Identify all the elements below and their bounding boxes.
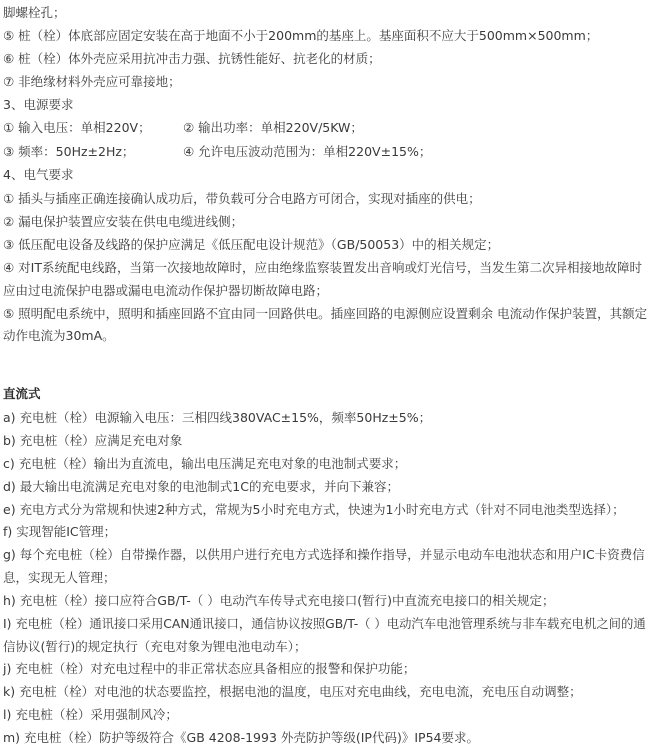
text-line: 脚螺栓孔； xyxy=(3,4,66,20)
dc-item-d: d) 最大输出电流满足充电对象的电池制式1C的充电要求，并向下兼容； xyxy=(3,478,399,494)
dc-item-e: e) 充电方式分为常规和快速2种方式，常规为5小时充电方式，快速为1小时充电方式（针对不同电池类型选择）； xyxy=(3,501,625,517)
dc-item-c: c) 充电桩（栓）输出为直流电，输出电压满足充电对象的电池制式要求； xyxy=(3,455,407,471)
power-row-1 xyxy=(3,119,363,137)
dc-item-i-line1: I) 充电桩（栓）通讯接口采用CAN通讯接口，通信协议按照GB/T-（ ）电动汽车电池管理系统与非车载充电机之间的通 xyxy=(3,616,646,631)
elec-item-1: ① 插头与插座正确连接确认成功后，带负载可分合电路方可闭合，实现对插座的供电； xyxy=(3,191,481,207)
power-item-2: ② 输出功率：单相220V/5KW； xyxy=(183,119,363,135)
power-item-1: ① 输入电压：单相220V； xyxy=(3,119,151,135)
elec-item-4-line1: ④ 对IT系统配电线路，当第一次接地故障时，应由绝缘监察装置发出音响或灯光信号，当发生第二次异相接地故障时 xyxy=(3,259,643,275)
elec-section-title: 4、电气要求 xyxy=(3,166,74,182)
elec-item-5-line1: ⑤ 照明配电系统中，照明和插座回路不宜由同一回路供电。插座回路的电源侧应设置剩余 电流动作保护装置，其额定 xyxy=(3,305,648,321)
power-section-title: 3、电源要求 xyxy=(3,97,74,113)
dc-section-heading: 直流式 xyxy=(3,386,41,402)
dc-item-h: h) 充电桩（栓）接口应符合GB/T-（ ）电动汽车传导式充电接口(暂行)中直流充电接口的相关规定； xyxy=(3,592,555,608)
power-item-4: ④ 允许电压波动范围为：单相220V±15%； xyxy=(183,143,432,159)
dc-item-f: f) 实现智能IC管理； xyxy=(3,524,117,540)
elec-item-3: ③ 低压配电设备及线路的保护应满足《低压配电设计规范》（GB/50053）中的相关规定； xyxy=(3,237,500,253)
elec-item-5-line2: 动作电流为30mA。 xyxy=(3,328,115,344)
ac-item-7: ⑦ 非绝缘材料外壳应可靠接地； xyxy=(3,74,181,90)
dc-item-i-line2: 信协议(暂行)的规定执行（充电对象为锂电池电动车）； xyxy=(3,638,307,654)
elec-item-2: ② 漏电保护装置应安装在供电电缆进线侧； xyxy=(3,214,244,230)
dc-item-l: l) 充电桩（栓）采用强制风冷； xyxy=(3,707,178,723)
ac-item-6: ⑥ 桩（栓）体外壳应采用抗冲击力强、抗锈性能好、抗老化的材质； xyxy=(3,51,381,67)
dc-item-a: a) 充电桩（栓）电源输入电压：三相四线380VAC±15%，频率50Hz±5%； xyxy=(3,410,432,426)
ac-item-5: ⑤ 桩（栓）体底部应固定安装在高于地面不小于200mm的基座上。基座面积不应大于500mm×500mm； xyxy=(3,27,599,43)
dc-item-g-line1: g) 每个充电桩（栓）自带操作器，以供用户进行充电方式选择和操作指导，并显示电动车电池状态和用户IC卡资费信 xyxy=(3,547,645,563)
power-row-2 xyxy=(3,143,432,161)
power-item-3: ③ 频率：50Hz±2Hz； xyxy=(3,143,135,159)
dc-item-j: j) 充电桩（栓）对充电过程中的非正常状态应具备相应的报警和保护功能； xyxy=(3,661,416,677)
elec-item-4-line2: 应由过电流保护电器或漏电电流动作保护器切断故障电路； xyxy=(3,282,329,298)
dc-item-k: k) 充电桩（栓）对电池的状态要监控，根据电池的温度，电压对充电曲线，充电电流，充电压自动调整； xyxy=(3,684,582,700)
dc-item-m: m) 充电桩（栓）防护等级符合《GB 4208-1993 外壳防护等级(IP代码)》IP54要求。 xyxy=(3,730,479,745)
dc-item-g-line2: 息，实现无人管理； xyxy=(3,570,116,586)
dc-item-b: b) 充电桩（栓）应满足充电对象 xyxy=(3,433,183,449)
